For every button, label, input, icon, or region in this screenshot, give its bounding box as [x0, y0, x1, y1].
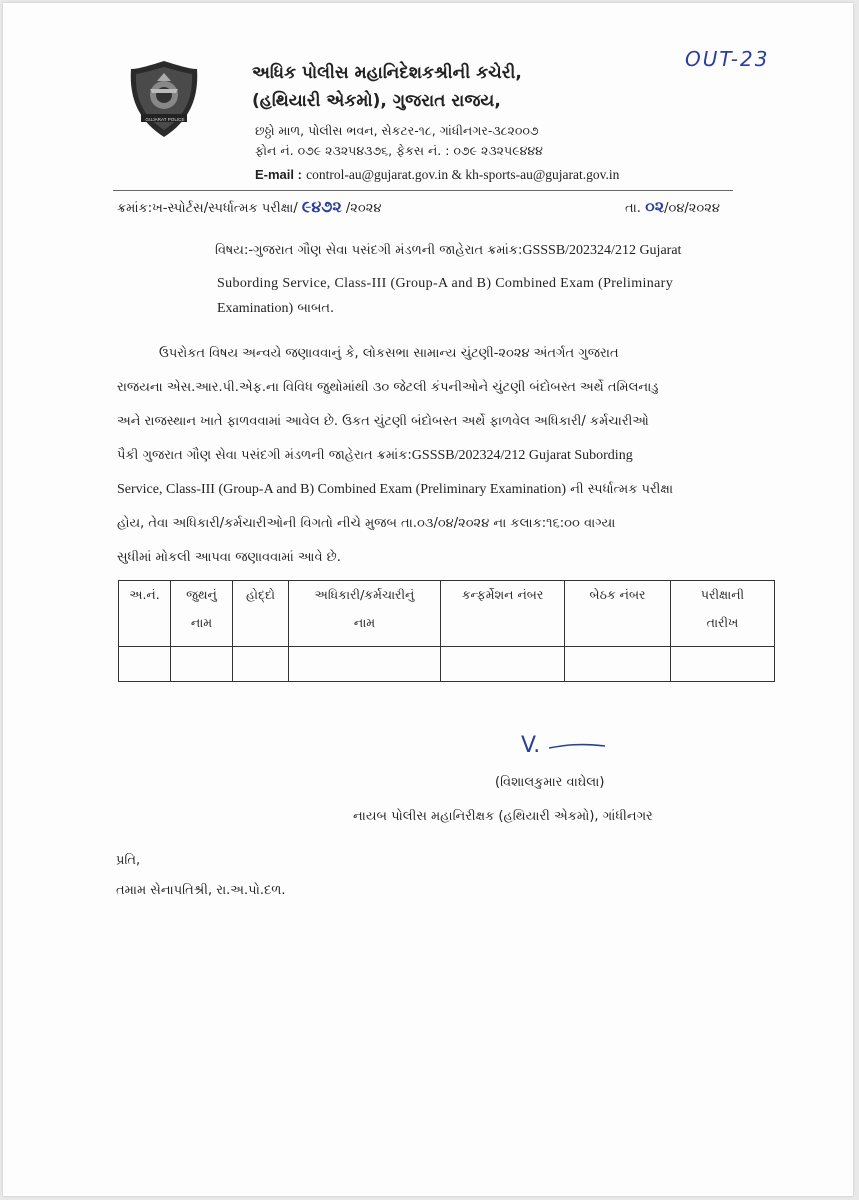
- recipient-value: તમામ સેનાપતિશ્રી, રા.અ.પો.દળ.: [116, 883, 286, 898]
- reference-number: [117, 197, 381, 217]
- signatory-name: (વિશાલકુમાર વાઘેલા): [495, 775, 605, 790]
- reference-year: /૨૦૨૪: [345, 201, 382, 216]
- table-cell: [171, 647, 233, 682]
- body-line: હોય, તેવા અધિકારી/કર્મચારીઓની વિગતો નીચે મુજબ તા.૦૩/૦૪/૨૦૨૪ ના કલાક:૧૬:૦૦ વાગ્યા: [117, 516, 616, 531]
- reference-handwritten-number: ૯૪૭૨: [301, 197, 342, 216]
- table-header-cell: જુથનું નામ: [171, 581, 233, 647]
- table-header-cell: અધિકારી/કર્મચારીનું નામ: [289, 581, 441, 647]
- header-divider: [113, 190, 733, 191]
- body-line: રાજયના એસ.આર.પી.એફ.ના વિવિધ જુથોમાંથી ૩૦ જેટલી કંપનીઓને ચુંટણી બંદોબસ્ત અર્થે તમિલનાડુ: [117, 380, 659, 395]
- body-line: પૈકી ગુજરાત ગૌણ સેવા પસંદગી મંડળની જાહેરાત ક્રમાંક:GSSSB/202324/212 Gujarat Subording: [117, 448, 633, 463]
- table-cell: [119, 647, 171, 682]
- outward-stamp: OUT-23: [685, 47, 770, 71]
- table-header-cell: હોદ્દો: [233, 581, 289, 647]
- date-handwritten-day: ૦૨: [645, 197, 665, 216]
- table-cell: [671, 647, 775, 682]
- reference-prefix: ક્રમાંક:ખ-સ્પોર્ટસ/સ્પર્ધાત્મક પરીક્ષા/: [117, 201, 298, 216]
- recipient-label: પ્રતિ,: [116, 853, 141, 868]
- subject-line-1: વિષય:-ગુજરાત ગૌણ સેવા પસંદગી મંડળની જાહેરાત ક્રમાંક:GSSSB/202324/212 Gujarat: [215, 243, 682, 258]
- office-unit: (હથિયારી એકમો), ગુજરાત રાજય,: [252, 91, 501, 111]
- emblem-text: GUJARAT POLICE: [145, 117, 185, 122]
- signature-mark: V.: [521, 733, 607, 758]
- gujarat-police-emblem-icon: [127, 59, 201, 139]
- table-header-cell: બેઠક નંબર: [565, 581, 671, 647]
- subject-line-2: Subording Service, Class-III (Group-A and B) Combined Exam (Preliminary: [217, 276, 674, 291]
- date-label: તા.: [625, 201, 641, 216]
- body-line: અને રાજસ્થાન ખાતે ફાળવવામાં આવેલ છે. ઉકત ચુંટણી બંદોબસ્ત અર્થે ફાળવેલ અધિકારી/ કર્મચારીઓ: [117, 414, 649, 429]
- table-cell: [441, 647, 565, 682]
- body-line: Service, Class-III (Group-A and B) Combined Exam (Preliminary Examination) ની સ્પર્ધાત્મક પરીક્ષા: [117, 482, 674, 497]
- reference-date: [625, 197, 720, 217]
- body-line: ઉપરોકત વિષય અન્વયે જણાવવાનું કે, લોકસભા સામાન્ય ચુંટણી-૨૦૨૪ અંતર્ગત ગુજરાત: [159, 346, 619, 361]
- subject-line-3: Examination) બાબત.: [217, 301, 335, 316]
- office-phone-fax: ફોન નં. ૦૭૯ ૨૩૨૫૪૩૭૬, ફેકસ નં. : ૦૭૯ ૨૩૨૫૯૪૪૪: [255, 143, 543, 158]
- table-header-cell: પરીક્ષાની તારીખ: [671, 581, 775, 647]
- email-label: E-mail :: [255, 167, 302, 182]
- office-name: અધિક પોલીસ મહાનિદેશકશ્રીની કચેરી,: [252, 63, 522, 83]
- office-email: [255, 167, 619, 183]
- details-table: [118, 580, 775, 682]
- date-month-year: /૦૪/૨૦૨૪: [664, 201, 720, 216]
- letter-page: [3, 3, 853, 1196]
- table-cell: [233, 647, 289, 682]
- table-cell: [565, 647, 671, 682]
- table-header-row: [119, 581, 775, 647]
- office-address: છઠ્ઠો માળ, પોલીસ ભવન, સેકટર-૧૮, ગાંધીનગર-૩૮૨૦૦૭: [255, 123, 539, 138]
- body-line: સુધીમાં મોકલી આપવા જણાવવામાં આવે છે.: [117, 550, 341, 565]
- table-row: [119, 647, 775, 682]
- email-value[interactable]: control-au@gujarat.gov.in & kh-sports-au@gujarat.gov.in: [306, 167, 620, 182]
- table-header-cell: કન્ફર્મેશન નંબર: [441, 581, 565, 647]
- table-header-cell: અ.નં.: [119, 581, 171, 647]
- body-paragraph: [117, 337, 789, 575]
- signatory-designation: નાયબ પોલીસ મહાનિરીક્ષક (હથિયારી એકમો), ગાંધીનગર: [353, 809, 653, 824]
- table-cell: [289, 647, 441, 682]
